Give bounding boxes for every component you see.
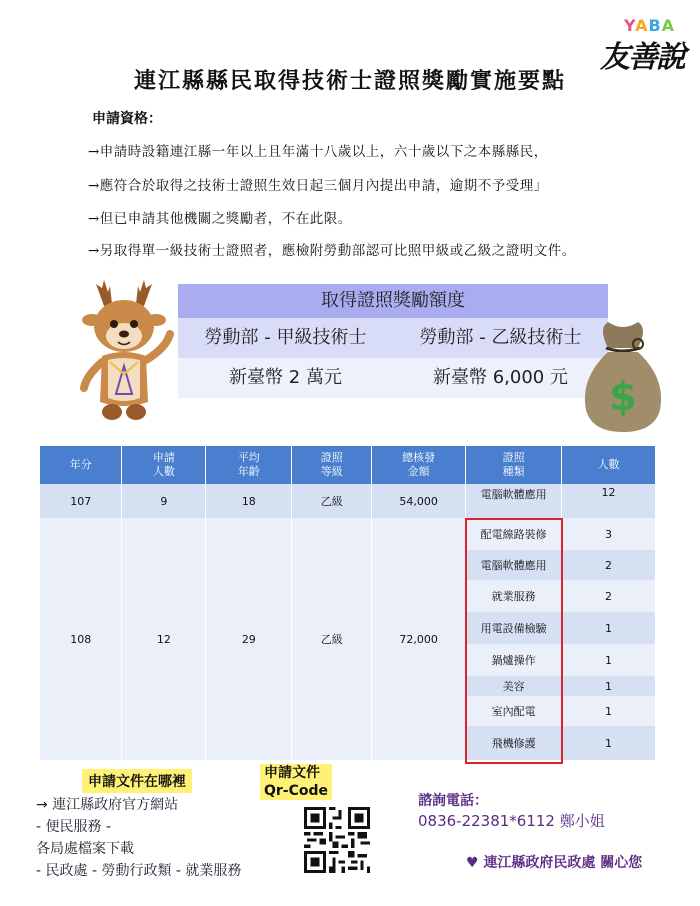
eligibility-rule-3: →但已申請其他機關之獎勵者，不在此限。 bbox=[88, 211, 352, 227]
contact-label: 諮詢電話： bbox=[418, 793, 488, 809]
cell-applicants: 9 bbox=[122, 484, 206, 518]
footer-message bbox=[466, 852, 642, 872]
cell-count: 1 bbox=[562, 612, 656, 644]
cell-count: 1 bbox=[562, 696, 656, 726]
eligibility-heading: 申請資格： bbox=[92, 111, 162, 127]
cell-type: 飛機修護 bbox=[466, 726, 562, 760]
cell-type: 電腦軟體應用 bbox=[466, 484, 562, 518]
where-documents-label: 申請文件在哪裡 bbox=[82, 769, 192, 793]
cell-avg-age: 18 bbox=[206, 484, 292, 518]
yaba-logo-script: 友善說 bbox=[600, 40, 684, 75]
cell-level: 乙級 bbox=[292, 484, 372, 518]
qr-label bbox=[260, 764, 332, 800]
col-header-avg-age: 平均 年齡 bbox=[206, 446, 292, 484]
documents-path-line-2: - 便民服務 - bbox=[36, 819, 112, 835]
heart-icon: ♥ bbox=[466, 855, 479, 871]
award-amount-table bbox=[178, 284, 608, 398]
cell-type: 室內配電 bbox=[466, 696, 562, 726]
col-header-level: 證照 等級 bbox=[292, 446, 372, 484]
cell-type: 電腦軟體應用 bbox=[466, 550, 562, 580]
cell-count: 2 bbox=[562, 550, 656, 580]
eligibility-rule-1: →申請時設籍連江縣一年以上且年滿十八歲以上，六十歲以下之本縣縣民， bbox=[88, 144, 548, 160]
page-title: 連江縣縣民取得技術士證照獎勵實施要點 bbox=[133, 68, 566, 94]
cell-applicants: 12 bbox=[122, 518, 206, 760]
documents-path bbox=[36, 794, 241, 882]
cell-type: 鍋爐操作 bbox=[466, 644, 562, 676]
documents-path-line-4: - 民政處 - 勞動行政類 - 就業服務 bbox=[36, 863, 242, 879]
award-title: 取得證照獎勵額度 bbox=[178, 284, 608, 318]
qr-label-line-1: 申請文件 bbox=[264, 765, 320, 781]
cell-level: 乙級 bbox=[292, 518, 372, 760]
award-amount-row bbox=[178, 358, 608, 398]
cell-avg-age: 29 bbox=[206, 518, 292, 760]
qr-code-icon[interactable] bbox=[304, 807, 370, 873]
yaba-logo bbox=[596, 12, 688, 75]
cell-count: 1 bbox=[562, 644, 656, 676]
cell-type: 就業服務 bbox=[466, 580, 562, 612]
deer-mascot-illustration bbox=[74, 278, 174, 428]
svg-text:$: $ bbox=[609, 374, 637, 420]
col-header-type: 證照 種類 bbox=[466, 446, 562, 484]
cell-amount: 54,000 bbox=[372, 484, 466, 518]
award-amount-b: 新臺幣 6,000 元 bbox=[433, 367, 568, 388]
cell-year: 108 bbox=[40, 518, 122, 760]
cell-amount: 72,000 bbox=[372, 518, 466, 760]
table-header-row bbox=[40, 446, 656, 484]
money-bag-illustration bbox=[578, 318, 668, 436]
table-row bbox=[40, 484, 656, 518]
yaba-logo-letters: YABA bbox=[624, 16, 676, 35]
col-header-count: 人數 bbox=[562, 446, 656, 484]
cell-type: 配電線路裝修 bbox=[466, 518, 562, 550]
award-grade-b: 勞動部 - 乙級技術士 bbox=[419, 327, 582, 348]
cell-count: 12 bbox=[562, 484, 656, 518]
cell-count: 2 bbox=[562, 580, 656, 612]
col-header-amount: 總核發 金額 bbox=[372, 446, 466, 484]
cell-count: 1 bbox=[562, 676, 656, 696]
eligibility-rule-4: →另取得單一級技術士證照者，應檢附勞動部認可比照甲級或乙級之證明文件。 bbox=[88, 243, 576, 259]
award-grade-a: 勞動部 - 甲級技術士 bbox=[204, 327, 367, 348]
eligibility-rule-2: →應符合於取得之技術士證照生效日起三個月內提出申請，逾期不予受理」 bbox=[88, 178, 548, 194]
col-header-applicants: 申請 人數 bbox=[122, 446, 206, 484]
award-amount-a: 新臺幣 2 萬元 bbox=[229, 367, 342, 388]
qr-label-line-2: Qr-Code bbox=[264, 783, 329, 799]
footer-text: 連江縣政府民政處 關心您 bbox=[483, 855, 643, 871]
col-header-year: 年分 bbox=[40, 446, 122, 484]
cell-year: 107 bbox=[40, 484, 122, 518]
cell-count: 3 bbox=[562, 518, 656, 550]
certificate-statistics-table bbox=[40, 446, 656, 760]
cell-type: 美容 bbox=[466, 676, 562, 696]
documents-path-line-3: 各局處檔案下載 bbox=[36, 841, 134, 857]
table-row bbox=[40, 518, 656, 550]
cell-count: 1 bbox=[562, 726, 656, 760]
contact-phone[interactable]: 0836-22381*6112 鄭小姐 bbox=[418, 812, 605, 830]
cell-type: 用電設備檢驗 bbox=[466, 612, 562, 644]
award-grade-row bbox=[178, 318, 608, 358]
documents-path-line-1[interactable]: → 連江縣政府官方網站 bbox=[36, 797, 179, 813]
